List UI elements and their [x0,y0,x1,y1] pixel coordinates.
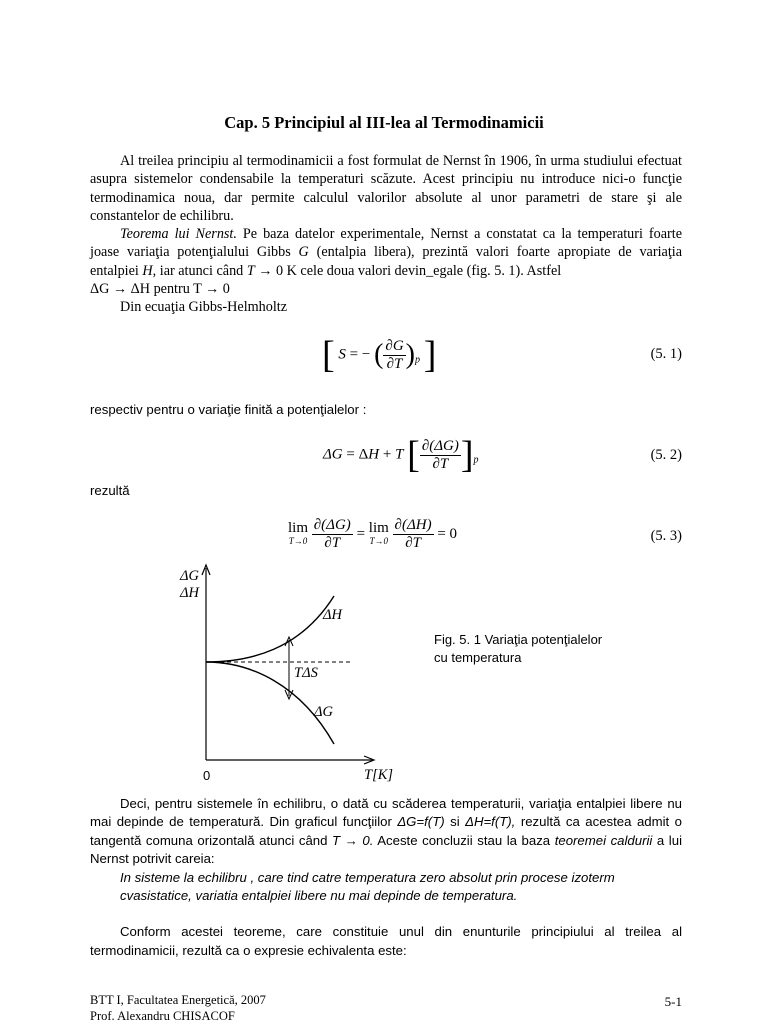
respectiv-text: respectiv pentru o variaţie finită a potenţialelor : [90,402,367,417]
equation-5-3-number: (5. 3) [650,528,682,544]
intro-paragraph-1: Al treilea principiu al termodinamicii a fost formulat de Nernst în 1906, în urma studiului efectuat asupra sistemelor condensabile la temperaturi scăzute. Acest principiu nu introduce nici-o funcţie termodinamica noua, dar permite calculul valorilor absolute al unor parametri de stare şi ale constantelor de echilibru. [90,153,682,224]
intro-paragraph-2: Teorema lui Nernst. Pe baza datelor experimentale, Nernst a constatat ca la temperaturi foarte joase variaţia potenţialului Gibbs G (entalpia libera), prezintă valori foarte apropiate de variaţia entalpiei H, iar atunci când T → 0 K cele doua valori devin_egale (fig. 5. 1). Astfel [90,226,682,279]
intro-paragraph-2-line2: ΔG → ΔH pentru T → 0 [90,281,230,298]
equation-5-3: lim T→0 $\frac{\partial(\Delta G)}{\partial T}$ = lim T→0 $\frac{\partial(\Delta H)}{\partial T}$ = 0 [288,517,458,551]
footer [90,992,266,1024]
page-title: Cap. 5 Principiul al III-lea al Termodinamicii [224,113,544,132]
curve-label-delta-g: ΔG [314,704,333,720]
figure-caption-line-1: Fig. 5. 1 Variaţia potenţialelor [434,632,603,647]
figure-caption-line-2: cu temperatura [434,650,522,665]
page-number: 5-1 [664,994,682,1009]
origin-label: 0 [203,768,211,783]
equation-5-1: [ S = − ( $\frac{\partial G}{\partial T}$ )$_p$ ] [322,334,437,376]
x-axis-label: T[K] [364,767,394,783]
body-section-2 [90,795,682,960]
delta-h-curve [206,596,334,662]
footer-line-1: BTT I, Facultatea Energetică, 2007 [90,993,266,1007]
y-label-delta-h: ΔH [180,585,199,601]
y-label-delta-g: ΔG [180,568,199,584]
theorem-label: Teorema lui Nernst. [120,226,237,243]
intro-paragraph-3: Din ecuaţia Gibbs-Helmholtz [120,299,288,316]
footer-line-2: Prof. Alexandru CHISACOF [90,1009,235,1023]
equation-5-1-number: (5. 1) [650,346,682,362]
equation-5-2-number: (5. 2) [650,447,682,463]
body-paragraph-1: Deci, pentru sistemele în echilibru, o dată cu scăderea temperaturii, variaţia entalpiei libere nu mai depinde de temperatură. Din graficul funcţiilor ΔG=f(T) si ΔH=f(T), rezultă ca acestea admit o tangentă comuna orizontală atunci când T → 0. Aceste concluzii stau la baza teoremei caldurii a lui Nernst potrivit careia: [90,796,683,867]
figure-caption [434,631,602,667]
rezulta-text: rezultă [90,483,130,498]
theorem-quote: In sisteme la echilibru , care tind catre temperatura zero absolut prin procese izoterm cvasistatice, variatia entalpiei libere nu mai depinde de temperatura. [120,869,615,904]
body-paragraph-2: Conform acestei teoreme, care constituie unul din enunturile principiului al treilea al termodinamicii, rezultă ca o expresie echivalenta este: [90,924,682,958]
equation-5-2: ΔG = ΔH + T [ $\frac{\partial(\Delta G)}{\partial T}$ ]$_p$ [323,434,479,476]
curve-label-delta-h: ΔH [323,607,342,623]
arrow-label-tds: TΔS [294,665,318,681]
